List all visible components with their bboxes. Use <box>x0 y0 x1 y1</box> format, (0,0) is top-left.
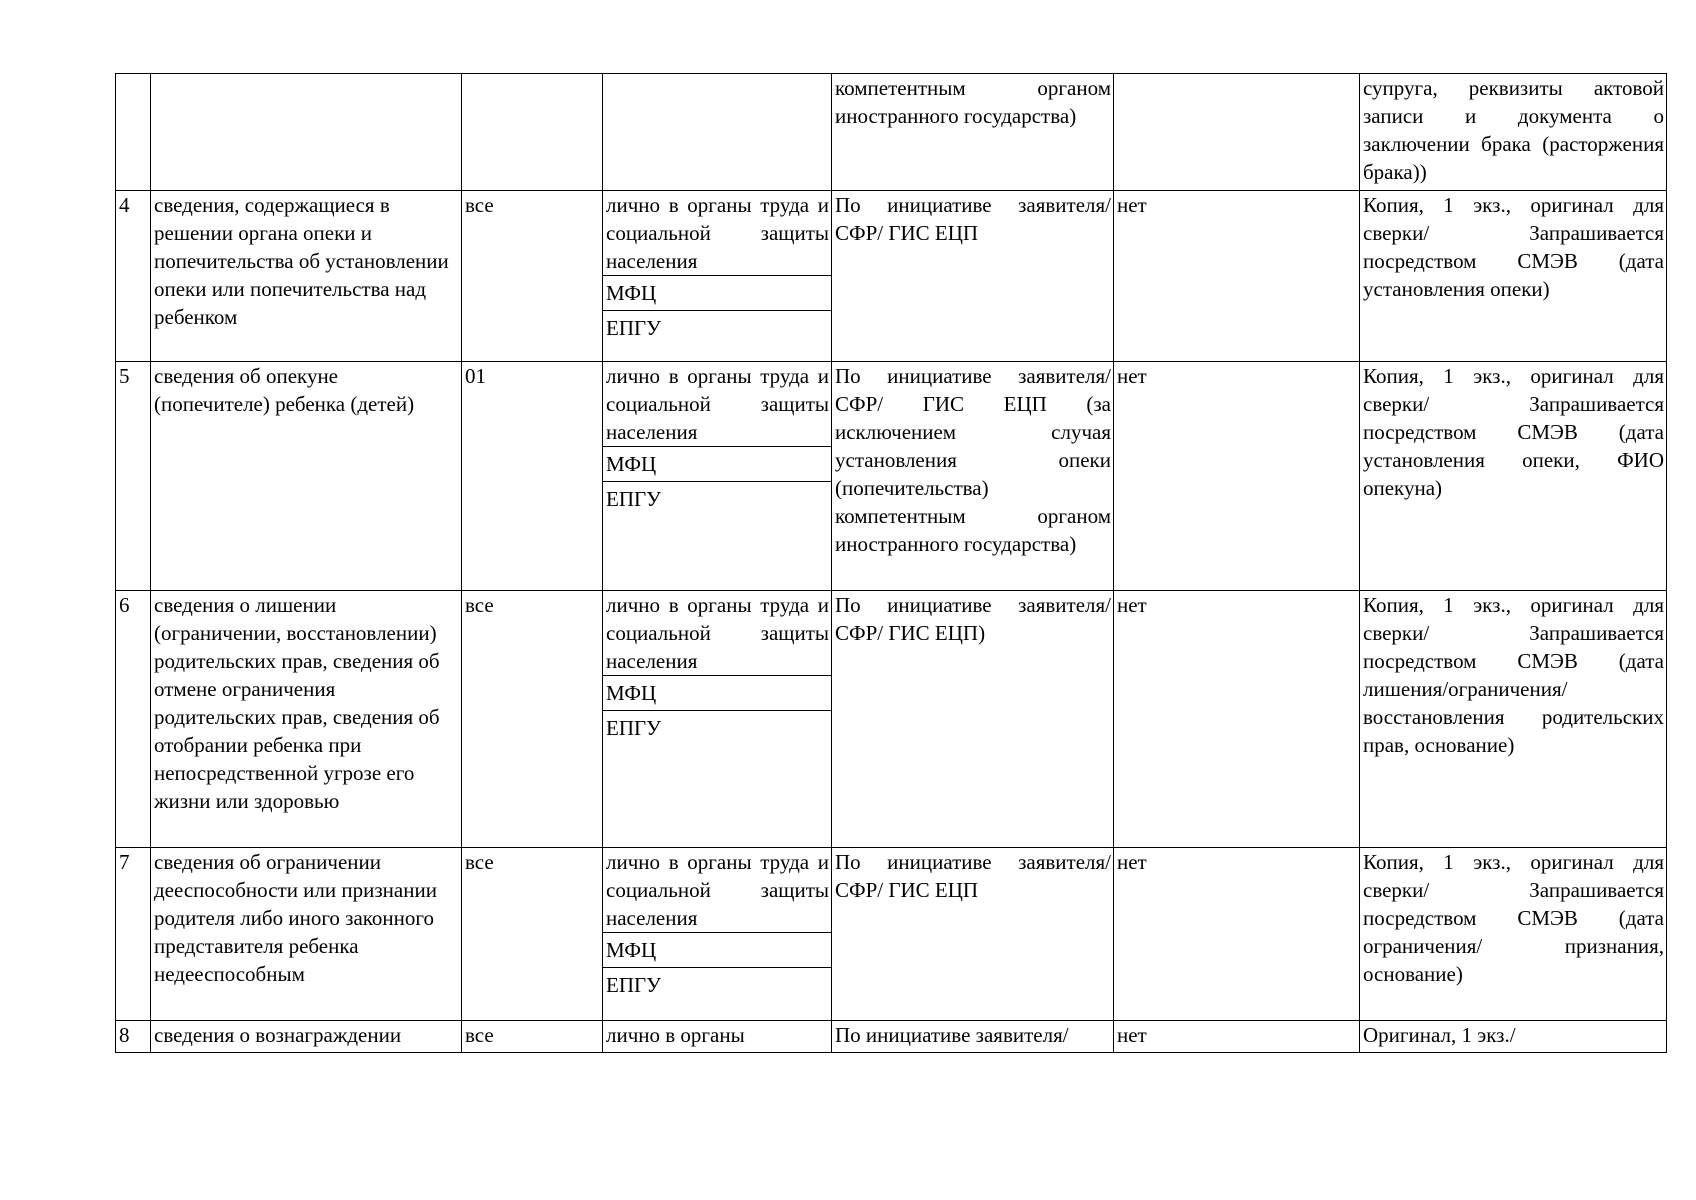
category-cell: все <box>462 591 603 848</box>
submission-ways-cell <box>603 74 832 191</box>
row-number: 4 <box>116 191 151 362</box>
table-row <box>116 362 1667 591</box>
category-cell: все <box>462 848 603 1021</box>
interdept-cell: нет <box>1114 848 1360 1021</box>
interdept-cell: нет <box>1114 1021 1360 1053</box>
info-cell <box>151 74 462 191</box>
category-cell: все <box>462 191 603 362</box>
category-cell: все <box>462 1021 603 1053</box>
way-epgu: ЕПГУ <box>606 973 662 997</box>
row-number: 8 <box>116 1021 151 1053</box>
info-cell: сведения о вознаграждении <box>151 1021 462 1053</box>
interdept-cell <box>1114 74 1360 191</box>
category-cell: 01 <box>462 362 603 591</box>
source-cell: По инициативе заявителя/ СФР/ ГИС ЕЦП <box>832 848 1114 1021</box>
row-number: 5 <box>116 362 151 591</box>
info-cell: сведения об опекуне (попечителе) ребенка (детей) <box>151 362 462 591</box>
interdept-cell: нет <box>1114 591 1360 848</box>
form-cell: Оригинал, 1 экз./ <box>1360 1021 1667 1053</box>
form-cell: Копия, 1 экз., оригинал для сверки/ Запрашивается посредством СМЭВ (дата установления опеки, ФИО опекуна) <box>1360 362 1667 591</box>
row-number: 7 <box>116 848 151 1021</box>
info-cell: сведения об ограничении дееспособности или признании родителя либо иного законного представителя ребенка недееспособным <box>151 848 462 1021</box>
way-in-person: лично в органы труда и социальной защиты населения <box>603 362 831 447</box>
way-epgu: ЕПГУ <box>606 316 662 340</box>
table-row <box>116 1021 1667 1053</box>
way-in-person: лично в органы труда и социальной защиты населения <box>603 591 831 676</box>
way-mfc: МФЦ <box>603 933 831 968</box>
source-cell: По инициативе заявителя/ СФР/ ГИС ЕЦП) <box>832 591 1114 848</box>
info-cell: сведения, содержащиеся в решении органа опеки и попечительства об установлении опеки или попечительства над ребенком <box>151 191 462 362</box>
submission-ways-cell <box>603 848 832 1021</box>
info-cell: сведения о лишении (ограничении, восстановлении) родительских прав, сведения об отмене ограничения родительских прав, сведения об отобрании ребенка при непосредственной угрозе его жизни или здоровью <box>151 591 462 848</box>
row-number: 6 <box>116 591 151 848</box>
way-in-person: лично в органы труда и социальной защиты населения <box>603 191 831 276</box>
way-epgu: ЕПГУ <box>606 716 662 740</box>
form-cell: Копия, 1 экз., оригинал для сверки/ Запрашивается посредством СМЭВ (дата установления опеки) <box>1360 191 1667 362</box>
form-cell: супруга, реквизиты актовой записи и документа о заключении брака (расторжения брака)) <box>1360 74 1667 191</box>
way-in-person: лично в органы <box>606 1023 745 1047</box>
submission-ways-cell <box>603 191 832 362</box>
source-cell: компетентным органом иностранного государства) <box>832 74 1114 191</box>
source-cell: По инициативе заявителя/ <box>832 1021 1114 1053</box>
submission-ways-cell <box>603 1021 832 1053</box>
row-number <box>116 74 151 191</box>
submission-ways-cell <box>603 591 832 848</box>
source-cell: По инициативе заявителя/ СФР/ ГИС ЕЦП <box>832 191 1114 362</box>
source-cell: По инициативе заявителя/ СФР/ ГИС ЕЦП (за исключением случая установления опеки (попечительства) компетентным органом иностранного государства) <box>832 362 1114 591</box>
documents-table <box>115 73 1667 1053</box>
way-mfc: МФЦ <box>603 276 831 311</box>
table-row <box>116 591 1667 848</box>
table-row <box>116 191 1667 362</box>
way-in-person: лично в органы труда и социальной защиты населения <box>603 848 831 933</box>
submission-ways-cell <box>603 362 832 591</box>
table-row <box>116 848 1667 1021</box>
way-mfc: МФЦ <box>603 447 831 482</box>
table-row <box>116 74 1667 191</box>
form-cell: Копия, 1 экз., оригинал для сверки/ Запрашивается посредством СМЭВ (дата лишения/ограничения/ восстановления родительских прав, основание) <box>1360 591 1667 848</box>
form-cell: Копия, 1 экз., оригинал для сверки/ Запрашивается посредством СМЭВ (дата ограничения/ признания, основание) <box>1360 848 1667 1021</box>
way-mfc: МФЦ <box>603 676 831 711</box>
interdept-cell: нет <box>1114 362 1360 591</box>
interdept-cell: нет <box>1114 191 1360 362</box>
way-epgu: ЕПГУ <box>606 487 662 511</box>
category-cell <box>462 74 603 191</box>
